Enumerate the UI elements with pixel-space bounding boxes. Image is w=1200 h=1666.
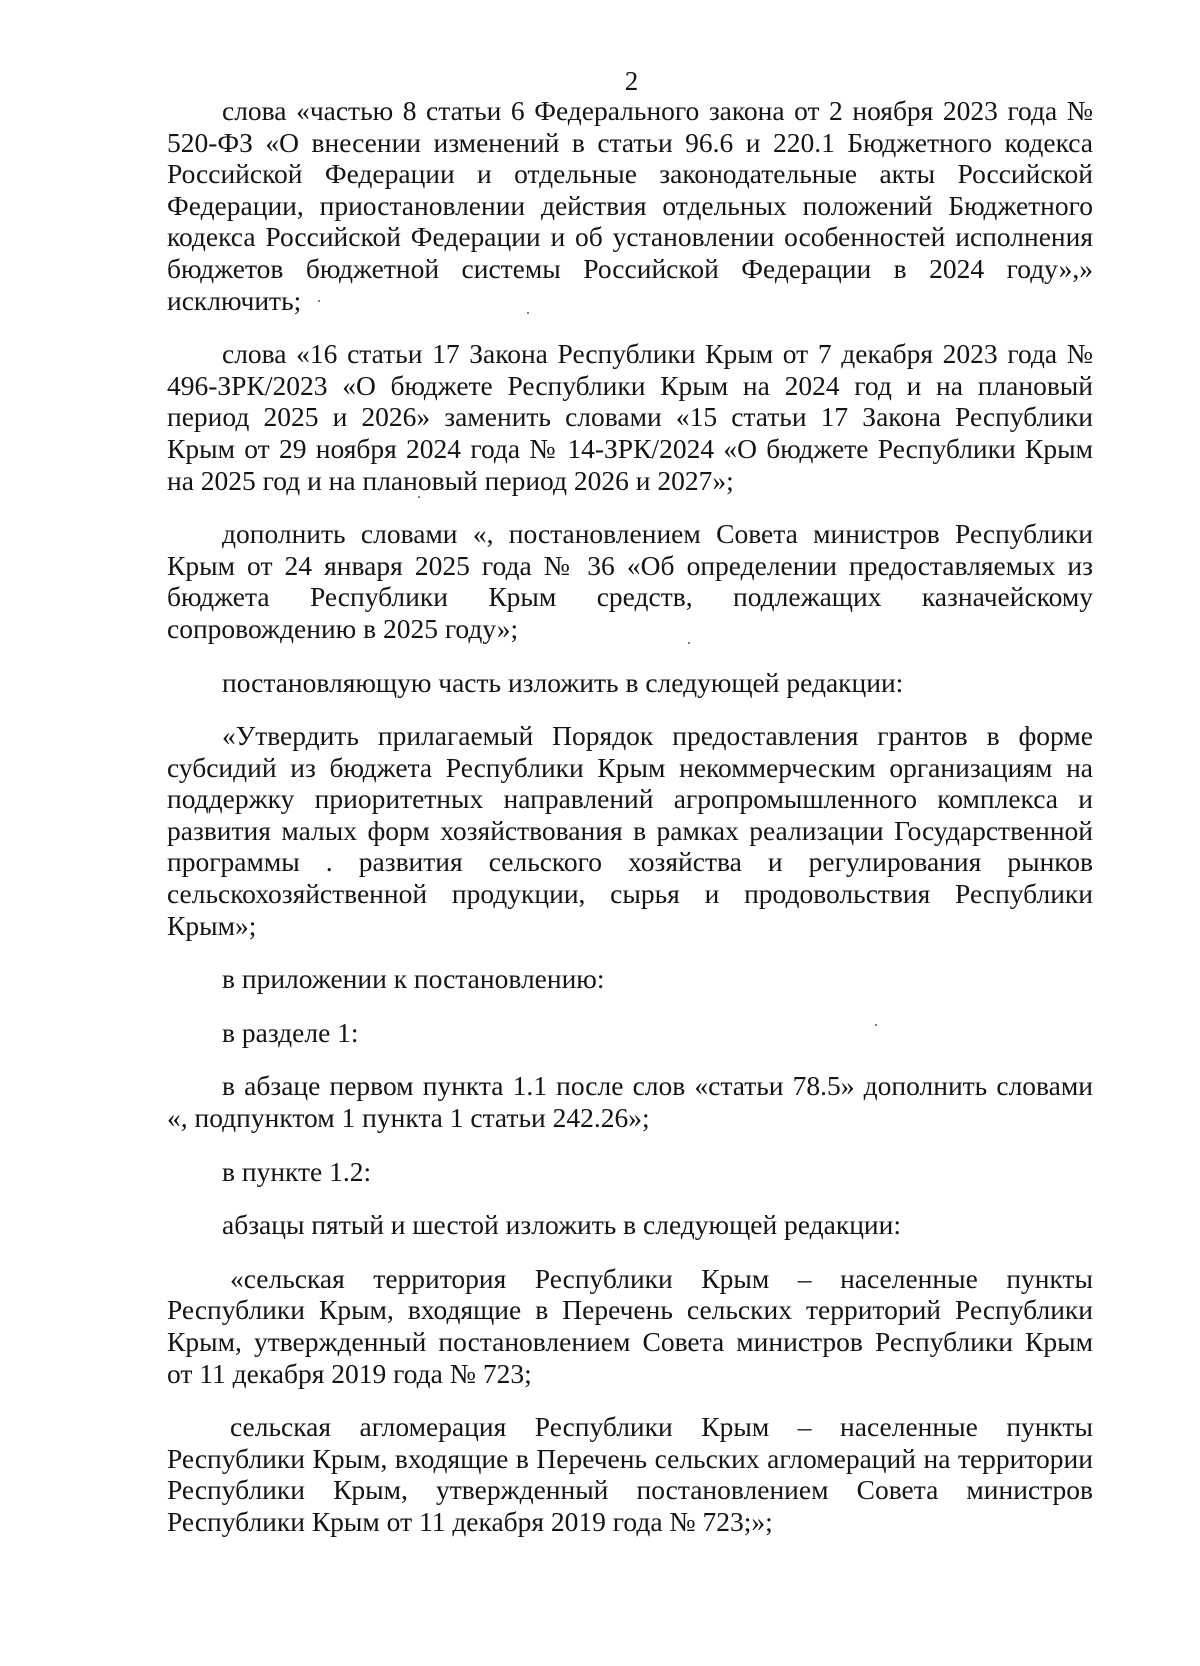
scan-speck xyxy=(875,1024,877,1026)
paragraph-1: слова «частью 8 статьи 6 Федерального закона от 2 ноября 2023 года № 520-ФЗ «О внесении изменений в статьи 96.6 и 220.1 Бюджетного кодекса Российской Федерации и отдельные законодательные акты Российской Федерации, приостановлении действия отдельных положений Бюджетного кодекса Российской Федерации и об установлении особенностей исполнения бюджетов бюджетной системы Российской Федерации в 2024 году»,» исключить; xyxy=(167,95,1093,316)
paragraph-2: слова «16 статьи 17 Закона Республики Крым от 7 декабря 2023 года № 496-ЗРК/2023 «О бюджете Республики Крым на 2024 год и на плановый период 2025 и 2026» заменить словами «15 статьи 17 Закона Республики Крым от 29 ноября 2024 года № 14-ЗРК/2024 «О бюджете Республики Крым на 2025 год и на плановый период 2026 и 2027»; xyxy=(167,338,1093,496)
scan-speck xyxy=(418,496,420,498)
scan-speck xyxy=(688,642,690,644)
page-number: 2 xyxy=(624,66,639,96)
scan-speck xyxy=(527,312,529,314)
scan-speck xyxy=(318,300,320,302)
paragraph-6: в приложении к постановлению: xyxy=(222,963,605,995)
paragraph-10: абзацы пятый и шестой изложить в следующей редакции: xyxy=(222,1209,902,1241)
paragraph-8: в абзаце первом пункта 1.1 после слов «статьи 78.5» дополнить словами «, подпунктом 1 пункта 1 статьи 242.26»; xyxy=(167,1070,1093,1134)
document-body xyxy=(167,95,1093,1560)
paragraph-7: в разделе 1: xyxy=(222,1016,359,1048)
paragraph-4: постановляющую часть изложить в следующей редакции: xyxy=(222,666,904,698)
paragraph-12: сельская агломерация Республики Крым – населенные пункты Республики Крым, входящие в Перечень сельских агломераций на территории Республики Крым, утвержденный постановлением Совета министров Республики Крым от 11 декабря 2019 года № 723;»; xyxy=(167,1411,1093,1537)
paragraph-5: «Утвердить прилагаемый Порядок предоставления грантов в форме субсидий из бюджета Республики Крым некоммерческим организациям на поддержку приоритетных направлений агропромышленного комплекса и развития малых форм хозяйствования в рамках реализации Государственной программы . развития сельского хозяйства и регулирования рынков сельскохозяйственной продукции, сырья и продовольствия Республики Крым»; xyxy=(167,720,1093,941)
paragraph-9: в пункте 1.2: xyxy=(222,1155,372,1187)
paragraph-3: дополнить словами «, постановлением Совета министров Республики Крым от 24 января 2025 года № 36 «Об определении предоставляемых из бюджета Республики Крым средств, подлежащих казначейскому сопровождению в 2025 году»; xyxy=(167,518,1093,644)
paragraph-11: «сельская территория Республики Крым – населенные пункты Республики Крым, входящие в Перечень сельских территорий Республики Крым, утвержденный постановлением Совета министров Республики Крым от 11 декабря 2019 года № 723; xyxy=(167,1262,1093,1389)
